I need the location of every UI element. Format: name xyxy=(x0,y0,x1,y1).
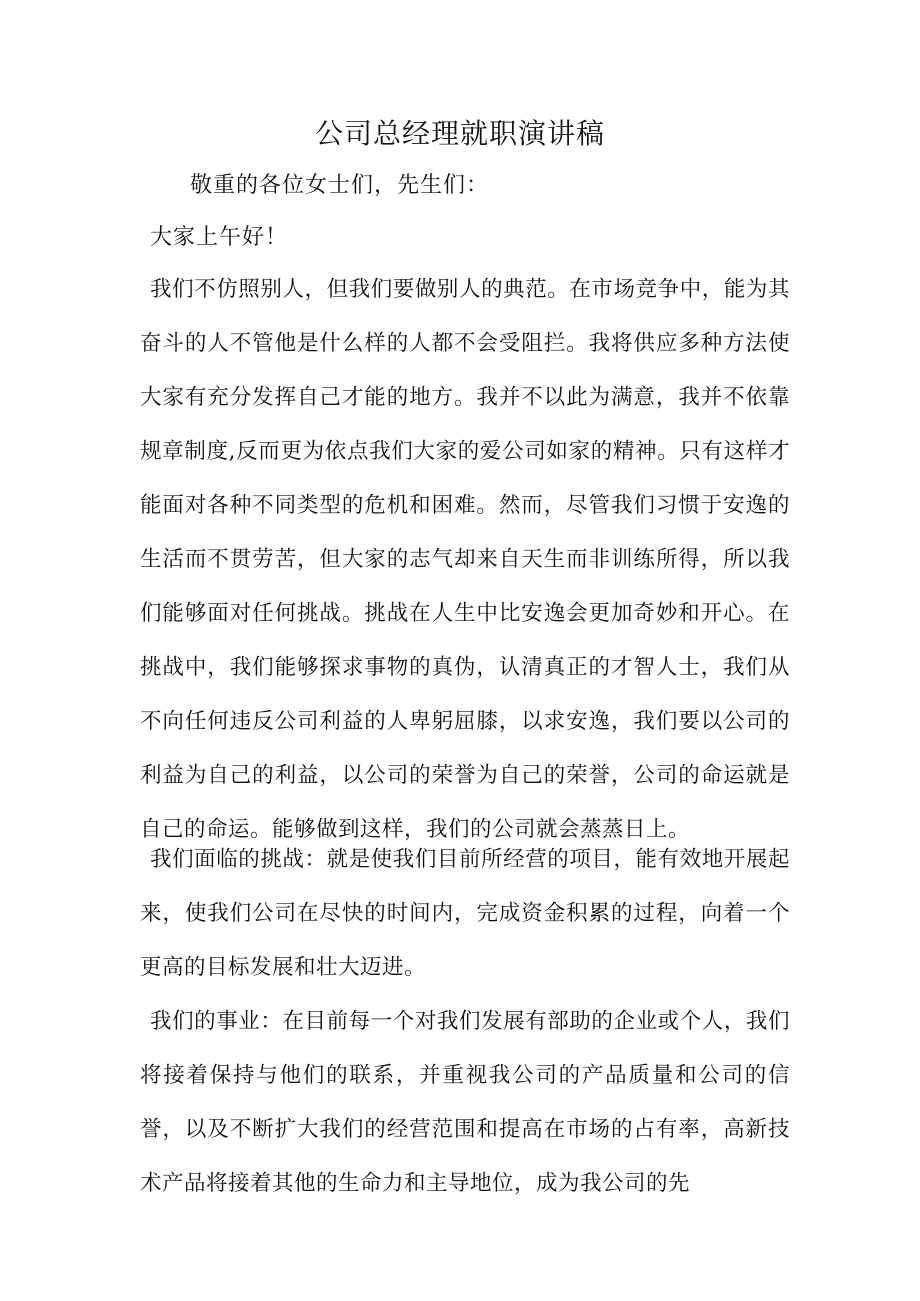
document-title: 公司总经理就职演讲稿 xyxy=(314,117,605,150)
paragraph-2: 我们面临的挑战：就是使我们目前所经营的项目，能有效地开展起来，使我们公司在尽快的时间内，完成资金积累的过程，向着一个更高的目标发展和壮大迈进。 xyxy=(140,847,790,980)
salutation: 敬重的各位女士们，先生们： xyxy=(190,173,490,198)
paragraph-3: 我们的事业：在目前每一个对我们发展有部助的企业或个人，我们将接着保持与他们的联系，并重视我公司的产品质量和公司的信誉，以及不断扩大我们的经营范围和提高在市场的占有率，高新技术产品将接着其他的生命力和主导地位，成为我公司的先 xyxy=(140,1009,790,1196)
paragraph-1: 我们不仿照别人，但我们要做别人的典范。在市场竞争中，能为其奋斗的人不管他是什么样的人都不会受阻拦。我将供应多种方法使大家有充分发挥自己才能的地方。我并不以此为满意，我并不依靠规章制度,反而更为依点我们大家的爱公司如家的精神。只有这样才能面对各种不同类型的危机和困难。然而，尽管我们习惯于安逸的生活而不贯劳苦，但大家的志气却来自天生而非训练所得，所以我们能够面对任何挑战。挑战在人生中比安逸会更加奇妙和开心。在挑战中，我们能够探求事物的真伪，认清真正的才智人士，我们从不向任何违反公司利益的人卑躬屈膝，以求安逸，我们要以公司的利益为自己的利益，以公司的荣誉为自己的荣誉，公司的命运就是自己的命运。能够做到这样，我们的公司就会蒸蒸日上。 xyxy=(140,277,790,842)
greeting: 大家上午好！ xyxy=(150,225,289,250)
